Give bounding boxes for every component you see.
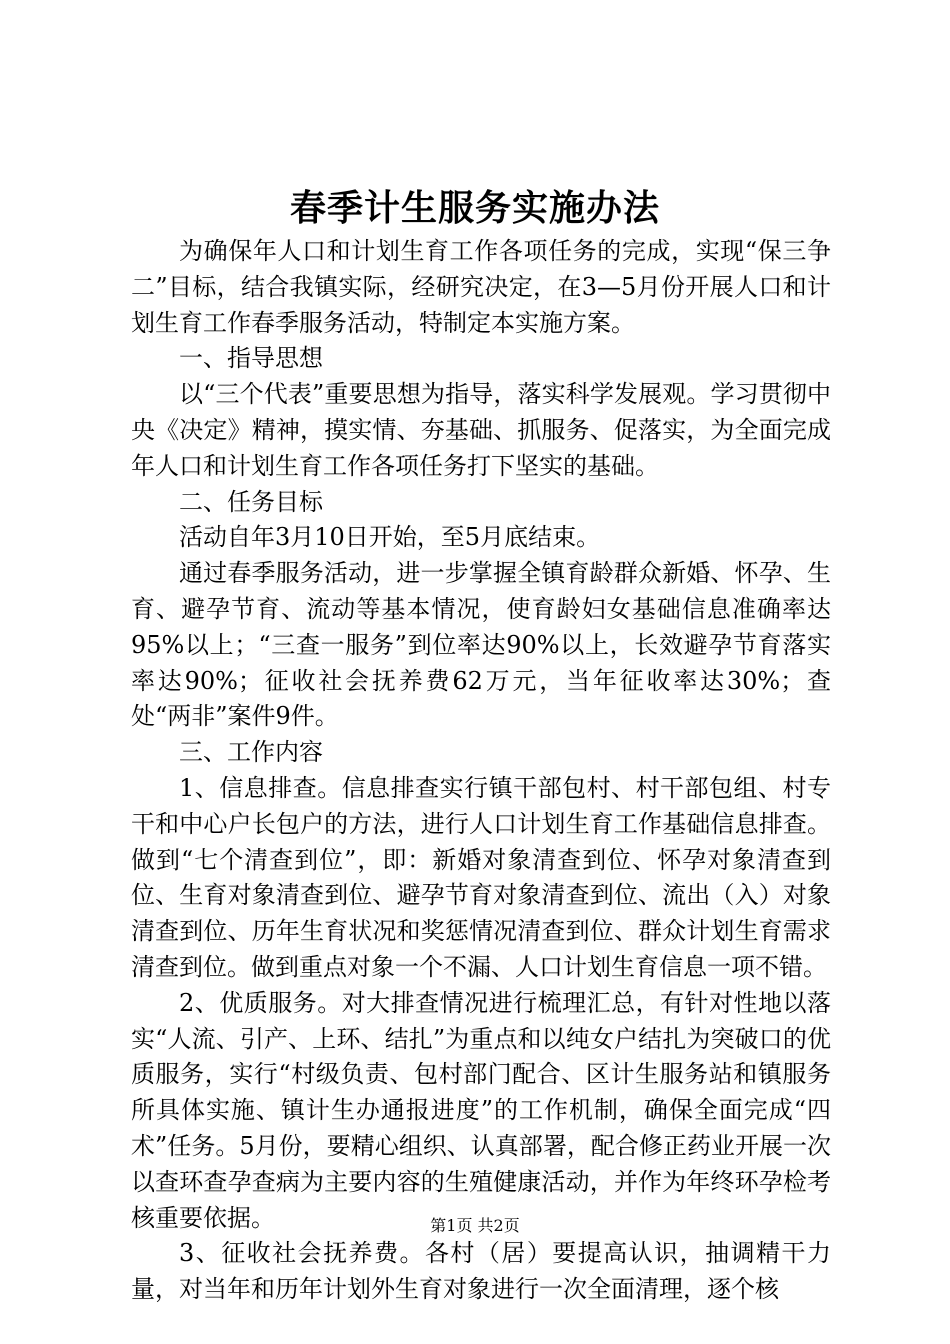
paragraph-goals-detail: 通过春季服务活动，进一步掌握全镇育龄群众新婚、怀孕、生育、避孕节育、流动等基本情况，使育龄妇女基础信息准确率达95%以上；“三查一服务”到位率达90%以上，长效避孕节育落实率达90%；征收社会抚养费62万元，当年征收率达30%；查处“两非”案件9件。: [131, 559, 831, 731]
page-footer: 第1页 共2页: [430, 1216, 520, 1235]
paragraph-fee-collection: 3、征收社会抚养费。各村（居）要提高认识，抽调精干力量，对当年和历年计划外生育对象进行一次全面清理，逐个核: [131, 1239, 831, 1304]
heading-guiding-ideology: 一、指导思想: [179, 344, 323, 373]
paragraph-info-check: 1、信息排查。信息排查实行镇干部包村、村干部包组、村专干和中心户长包户的方法，进行人口计划生育工作基础信息排查。做到“七个清查到位”，即：新婚对象清查到位、怀孕对象清查到位、生育对象清查到位、避孕节育对象清查到位、流出（入）对象清查到位、历年生育状况和奖惩情况清查到位、群众计划生育需求清查到位。做到重点对象一个不漏、人口计划生育信息一项不错。: [131, 773, 831, 981]
heading-work-content: 三、工作内容: [179, 738, 323, 767]
paragraph-intro: 为确保年人口和计划生育工作各项任务的完成，实现“保三争二”目标，结合我镇实际，经研究决定，在3—5月份开展人口和计划生育工作春季服务活动，特制定本实施方案。: [131, 237, 831, 337]
heading-task-goals: 二、任务目标: [179, 487, 323, 516]
document-body: [131, 234, 831, 1308]
paragraph-activity-period: 活动自年3月10日开始，至5月底结束。: [179, 523, 601, 552]
paragraph-quality-service: 2、优质服务。对大排查情况进行梳理汇总，有针对性地以落实“人流、引产、上环、结扎”为重点和以纯女户结扎为突破口的优质服务，实行“村级负责、包村部门配合、区计生服务站和镇服务所具体实施、镇计生办通报进度”的工作机制，确保全面完成“四术”任务。5月份，要精心组织、认真部署，配合修正药业开展一次以查环查孕查病为主要内容的生殖健康活动，并作为年终环孕检考核重要依据。: [131, 988, 831, 1232]
paragraph-guiding-ideology: 以“三个代表”重要思想为指导，落实科学发展观。学习贯彻中央《决定》精神，摸实情、夯基础、抓服务、促落实，为全面完成年人口和计划生育工作各项任务打下坚实的基础。: [131, 380, 831, 480]
document-title: 春季计生服务实施办法: [289, 187, 660, 229]
